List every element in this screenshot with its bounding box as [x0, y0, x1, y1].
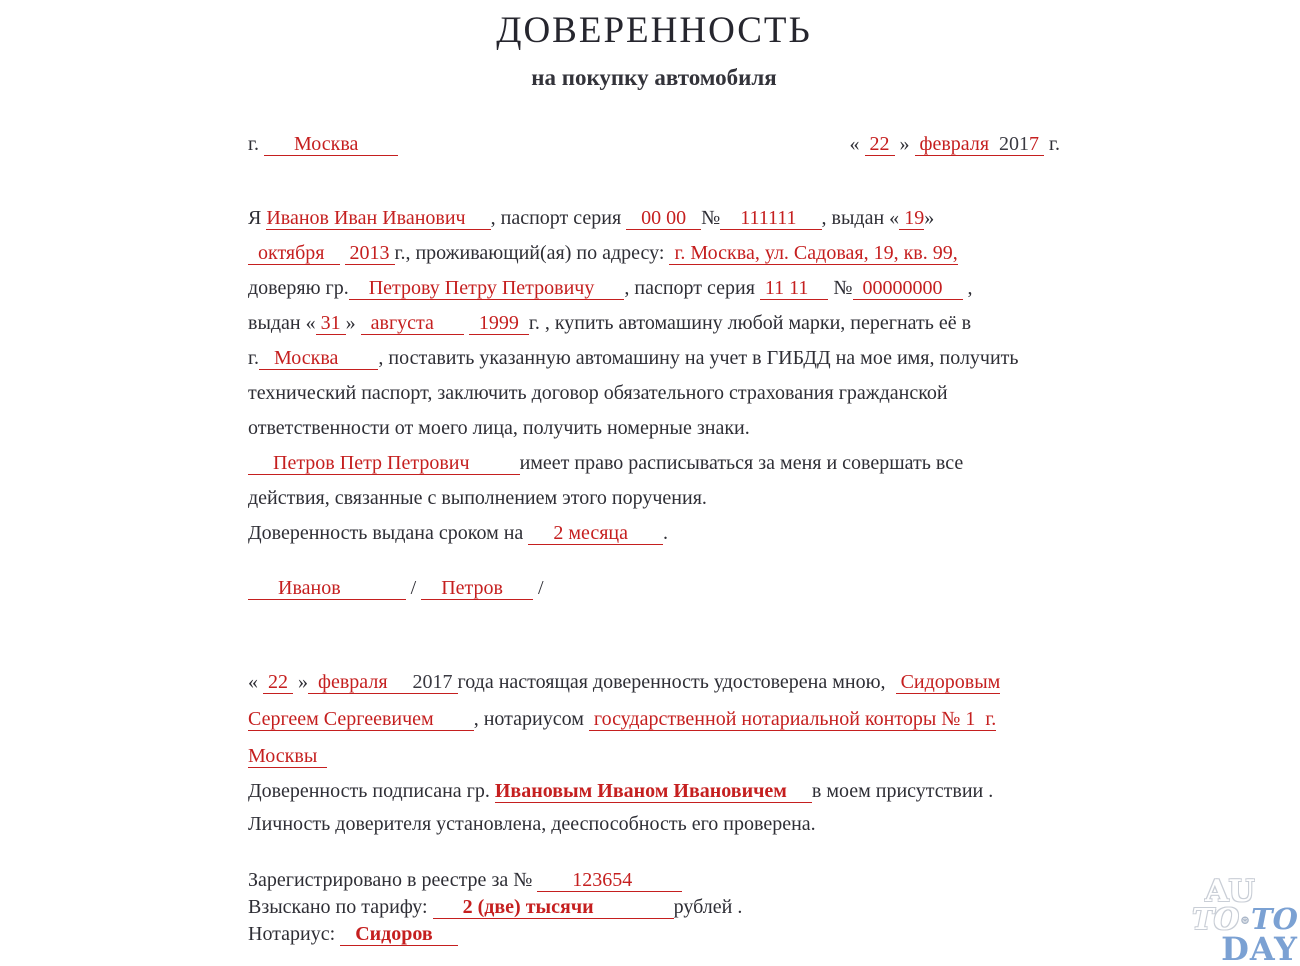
date-year-printed: 201 [999, 132, 1030, 155]
text-plain: » [293, 670, 308, 693]
document-body [248, 201, 1060, 948]
agent-passport-number: 00000000 [852, 276, 963, 299]
text-plain: Доверенность подписана гр. [248, 779, 495, 802]
watermark-day-text: DAY [1221, 929, 1298, 966]
principal-passport-issue-month: октября [248, 241, 340, 264]
main-paragraph [248, 201, 1060, 446]
destination-city: Москва [258, 346, 379, 369]
signer-name: Ивановым Иваном Ивановичем [494, 779, 812, 802]
agent-passport-issue-year: 1999 [468, 311, 529, 334]
city-line [248, 131, 398, 157]
principal-signature: Иванов [248, 576, 406, 599]
text-plain: , выдан « [821, 206, 900, 229]
date-day: 22 [864, 132, 895, 155]
date-month: февраля [914, 132, 1000, 155]
tariff-amount: 2 (две) тысячи [432, 895, 674, 918]
notary-office: государственной нотариальной конторы № 1 г. [588, 707, 997, 730]
validity-term: 2 месяца [528, 521, 663, 544]
text-plain: имеет право расписываться за меня и совершать все [519, 451, 964, 474]
agent-passport-issue-day: 31 [315, 311, 346, 334]
agent-rights-paragraph [248, 446, 1060, 551]
signed-in-presence [248, 775, 1060, 808]
identity-verified [248, 808, 1060, 841]
text-plain: г. [1044, 132, 1060, 155]
text-plain: , нотариусом [473, 707, 589, 730]
text-plain: Доверенность выдана сроком на [248, 521, 529, 544]
text-plain: / [532, 576, 544, 599]
text-plain: г., проживающий(ая) по адресу: [394, 241, 670, 264]
notary-office-city: Москвы [248, 744, 328, 767]
agent-signature: Петров [421, 576, 533, 599]
text-plain: г. [248, 346, 259, 369]
notary-certification [248, 664, 1060, 775]
text-plain: , [962, 276, 973, 299]
document-subtitle: на покупку автомобиля [531, 64, 777, 90]
text-plain: » [894, 132, 915, 155]
city-value: Москва [263, 132, 399, 155]
text-plain: г. , купить автомашину любой марки, перегнать её в [528, 311, 972, 334]
text-plain: « [849, 132, 865, 155]
notary-signature: Сидоров [340, 922, 458, 945]
autotoday-watermark [1192, 873, 1298, 966]
principal-passport-issue-day: 19 [899, 206, 925, 229]
text-plain: , поставить указанную автомашину на учет в ГИБДД на мое имя, получить [378, 346, 1019, 369]
text-plain: » [345, 311, 361, 334]
date-line [850, 131, 1060, 157]
notary-name-part2: Сергеем Сергеевичем [248, 707, 474, 730]
principal-passport-issue-year: 2013 [344, 241, 395, 264]
text-plain: рублей . [673, 895, 743, 918]
text-plain: № [701, 206, 721, 229]
text-plain: действия, связанные с выполнением этого поручения. [248, 486, 707, 509]
text-plain: ответственности от моего лица, получить номерные знаки. [248, 416, 750, 439]
city-date-line [248, 131, 1060, 157]
watermark-au-text: AU [1205, 873, 1255, 909]
date-year-filled: 7 [1029, 132, 1045, 155]
text-plain: технический паспорт, заключить договор обязательного страхования гражданской [248, 381, 948, 404]
city-label: г. [248, 132, 264, 155]
text-plain: доверяю гр. [248, 276, 349, 299]
principal-passport-series: 00 00 [626, 206, 702, 229]
principal-address: г. Москва, ул. Садовая, 19, кв. 99, [669, 241, 958, 264]
agent-name-repeat: Петров Петр Петрович [248, 451, 520, 474]
text-plain: Взыскано по тарифу: [248, 895, 433, 918]
notary-date-year: 2017 [412, 670, 453, 693]
notary-date-day: 22 [263, 670, 293, 693]
text-plain: выдан « [248, 311, 316, 334]
text-plain: / [405, 576, 422, 599]
document-content [248, 0, 1060, 948]
text-plain: Личность доверителя установлена, дееспособность его проверена. [248, 812, 816, 835]
registry-number: 123654 [537, 868, 683, 891]
watermark-to-white-text: TO [1192, 902, 1239, 937]
text-plain: « [248, 670, 263, 693]
notary-date-month: февраля [308, 670, 413, 693]
text-plain: » [924, 206, 935, 229]
text-plain: , паспорт серия [490, 206, 627, 229]
watermark-to-blue-text: TO [1251, 902, 1298, 937]
text-plain: Нотариус: [248, 922, 341, 945]
agent-passport-issue-month: августа [360, 311, 464, 334]
agent-passport-series: 11 11 [759, 276, 829, 299]
agent-name: Петрову Петру Петровичу [348, 276, 625, 299]
text-plain: № [828, 276, 853, 299]
principal-name: Иванов Иван Иванович [266, 206, 491, 229]
text-plain: , паспорт серия [624, 276, 760, 299]
watermark-asterisk-icon: ⊛ [1239, 913, 1251, 928]
document-title: ДОВЕРЕННОСТЬ [496, 10, 812, 51]
registry-block [248, 867, 1060, 948]
text-plain [340, 242, 345, 264]
principal-passport-number: 111111 [720, 206, 822, 229]
text-plain: Я [248, 206, 267, 229]
notary-name-part1: Сидоровым [895, 670, 1001, 693]
signature-line [248, 571, 1060, 606]
text-plain: года настоящая доверенность удостоверена мною, [457, 670, 896, 693]
text-plain: Зарегистрировано в реестре за № [248, 868, 538, 891]
text-plain: . [663, 521, 668, 544]
text-plain: в моем присутствии . [811, 779, 994, 802]
